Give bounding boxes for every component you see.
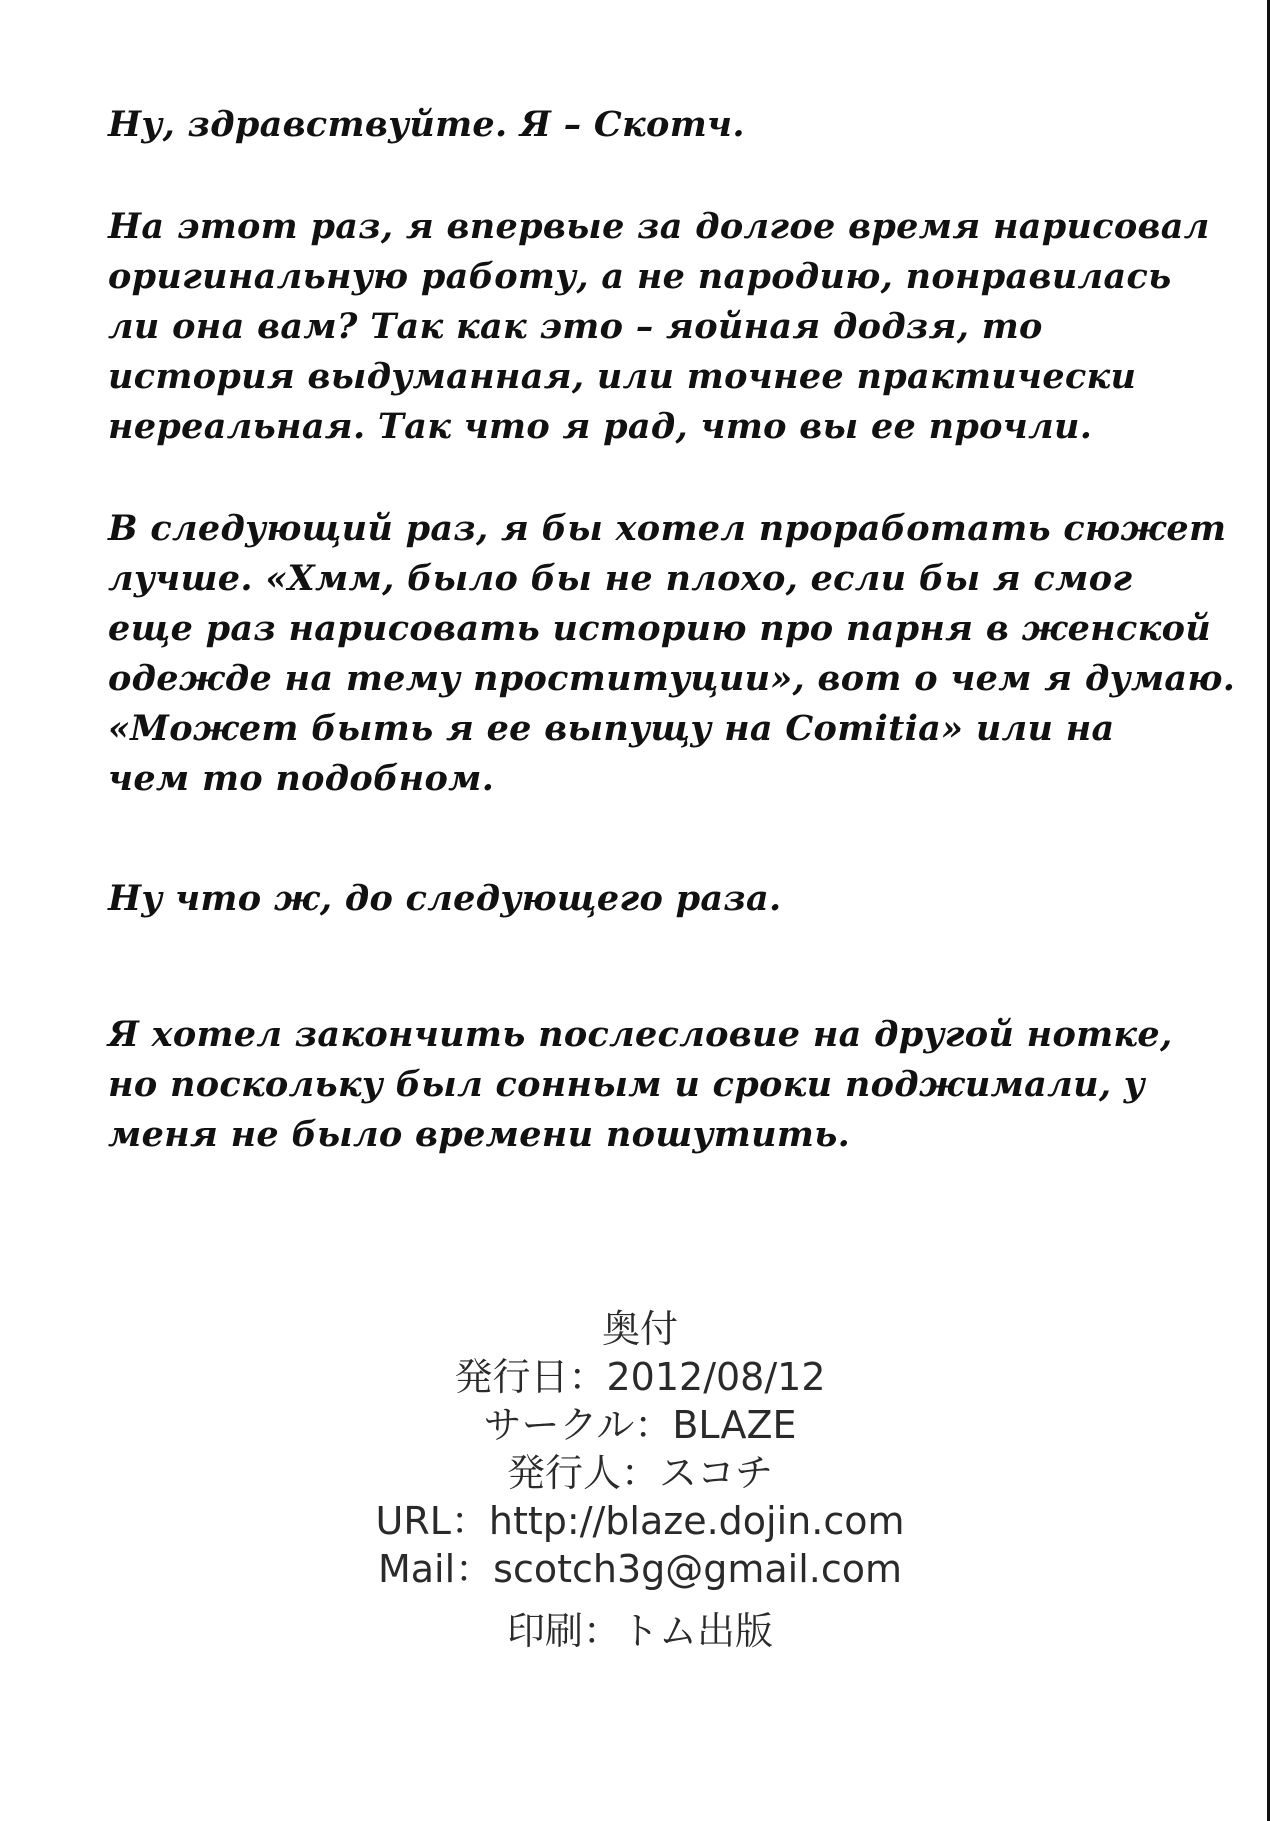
greeting-line: Ну, здравствуйте. Я – Скотч. (108, 104, 745, 145)
paragraph-3 (108, 1010, 1218, 1160)
publisher-name: 発行人：スコチ (506, 1451, 773, 1495)
paragraph-2-line: «Может быть я ее выпущу на Comitia» или на (108, 708, 1115, 749)
paragraph-1-line: На этот раз, я впервые за долгое время нарисовал (108, 206, 1210, 247)
page-margin (1270, 0, 1280, 1821)
farewell (108, 874, 1218, 924)
paragraph-1-line: ли она вам? Так как это – яойная додзя, то (108, 306, 1043, 347)
paragraph-2-line: еще раз нарисовать историю про парня в женской (108, 608, 1211, 649)
paragraph-3-line: меня не было времени пошутить. (108, 1114, 851, 1155)
paragraph-3-line: но поскольку был сонным и сроки поджимали, у (108, 1064, 1146, 1105)
colophon (0, 1305, 1280, 1655)
paragraph-1-line: нереальная. Так что я рад, что вы ее прочли. (108, 406, 1093, 447)
mail-line: Mail：scotch3g@gmail.com (377, 1547, 903, 1591)
paragraph-1-line: история выдуманная, или точнее практически (108, 356, 1137, 397)
printer-line: 印刷：トム出版 (506, 1609, 773, 1653)
colophon-heading: 奥付 (601, 1307, 678, 1351)
paragraph-2-line: В следующий раз, я бы хотел проработать сюжет (108, 508, 1227, 549)
farewell-line: Ну что ж, до следующего раза. (108, 878, 782, 919)
release-date: 発行日：2012/08/12 (454, 1355, 826, 1399)
afterword-text (108, 100, 1236, 1160)
paragraph-3-line: Я хотел закончить послесловие на другой нотке, (108, 1014, 1173, 1055)
page-border-line (1267, 0, 1270, 1821)
circle-name: サークル：BLAZE (483, 1403, 797, 1447)
paragraph-2 (108, 504, 1236, 804)
paragraph-1 (108, 202, 1218, 452)
paragraph-2-line: чем то подобном. (108, 758, 495, 799)
paragraph-1-line: оригинальную работу, а не пародию, понравилась (108, 256, 1172, 297)
greeting (108, 100, 1218, 150)
url-line: URL：http://blaze.dojin.com (375, 1499, 905, 1543)
paragraph-2-line: лучше. «Хмм, было бы не плохо, если бы я смог (108, 558, 1133, 599)
paragraph-2-line: одежде на тему проституции», вот о чем я думаю. (108, 658, 1236, 699)
